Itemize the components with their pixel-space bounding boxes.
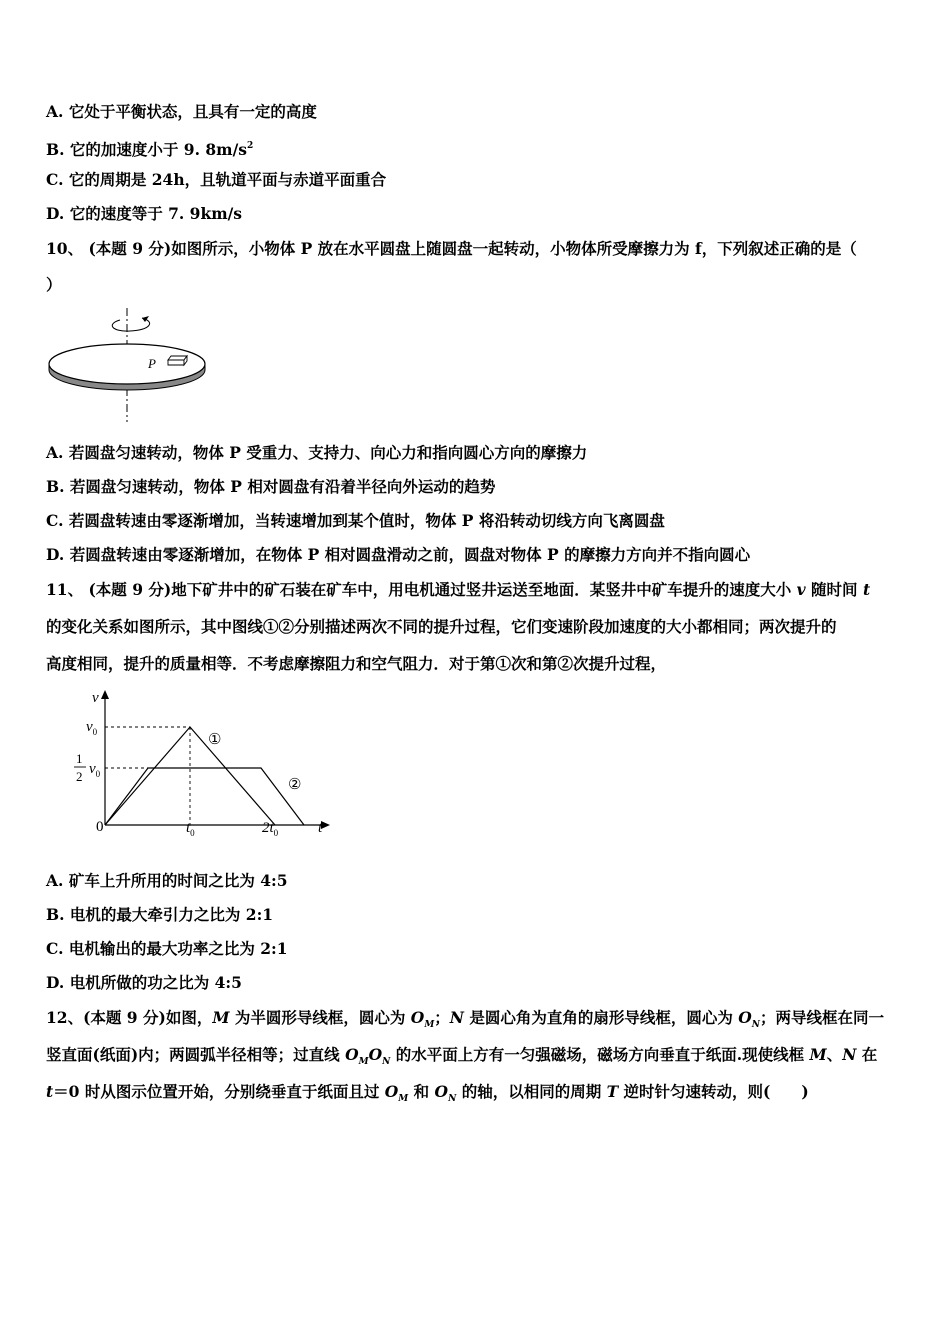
q10-stem-line1: 10、 (本题 9 分)如图所示，小物体 P 放在水平圆盘上随圆盘一起转动，小物体所受摩擦力为 f，下列叙述正确的是（ — [46, 239, 857, 258]
q10-option-b: B. 若圆盘匀速转动，物体 P 相对圆盘有沿着半径向外运动的趋势 — [46, 477, 496, 496]
q11-option-c: C. 电机输出的最大功率之比为 2:1 — [46, 939, 288, 958]
x-axis-arrow — [321, 821, 330, 829]
q10-option-a: A. 若圆盘匀速转动，物体 P 受重力、支持力、向心力和指向圆心方向的摩擦力 — [46, 443, 588, 462]
object-p-label: P — [148, 356, 156, 371]
object-p — [168, 356, 187, 365]
rotating-disk-figure — [46, 306, 210, 424]
q11-option-d: D. 电机所做的功之比为 4:5 — [46, 973, 242, 992]
q9-option-d: D. 它的速度等于 7. 9km/s — [46, 204, 242, 223]
origin-label: 0 — [96, 819, 104, 835]
svg-text:1: 1 — [76, 751, 83, 766]
q11-stem-line1: 11、 (本题 9 分)地下矿井中的矿石装在矿车中，用电机通过竖井运送至地面．某竖井中矿车提升的速度大小 v 随时间 t — [46, 580, 871, 599]
y-axis-arrow — [101, 690, 109, 699]
y-axis-label: v — [92, 690, 99, 706]
q12-stem-line3: t＝0 时从图示位置开始，分别绕垂直于纸面且过 $O_M$ 和 $O_N$ 的轴，以相同的周期 T 逆时针匀速转动，则( ) — [46, 1082, 809, 1105]
v0-label: $v_0$ — [86, 719, 98, 737]
curve-2-label: ② — [288, 777, 302, 793]
curve-1-label: ① — [208, 732, 222, 748]
q9-option-a: A. 它处于平衡状态，且具有一定的高度 — [46, 102, 317, 121]
q10-option-c: C. 若圆盘转速由零逐渐增加，当转速增加到某个值时，物体 P 将沿转动切线方向飞离圆盘 — [46, 511, 665, 530]
svg-text:2: 2 — [76, 769, 83, 784]
q10-option-d: D. 若圆盘转速由零逐渐增加，在物体 P 相对圆盘滑动之前，圆盘对物体 P 的摩擦力方向并不指向圆心 — [46, 545, 751, 564]
q9-option-c: C. 它的周期是 24h，且轨道平面与赤道平面重合 — [46, 170, 387, 189]
t0-label: $t_0$ — [186, 820, 195, 838]
q11-stem-line3: 高度相同，提升的质量相等．不考虑摩擦阻力和空气阻力．对于第①次和第②次提升过程， — [46, 654, 667, 673]
velocity-time-graph — [46, 686, 336, 846]
q12-stem-line2: 竖直面(纸面)内；两圆弧半径相等；过直线 $O_MO_N$ 的水平面上方有一匀强磁场，磁场方向垂直于纸面.现使线框 M、N 在 — [46, 1045, 878, 1068]
q11-stem-line2: 的变化关系如图所示，其中图线①②分别描述两次不同的提升过程，它们变速阶段加速度的大小都相同；两次提升的 — [46, 617, 837, 636]
x-axis-label: t — [318, 820, 323, 836]
2t0-label: $2t_0$ — [262, 820, 279, 838]
curve-2 — [105, 768, 304, 825]
q11-option-b: B. 电机的最大牵引力之比为 2:1 — [46, 905, 274, 924]
half-v0-label — [74, 751, 101, 784]
q11-option-a: A. 矿车上升所用的时间之比为 4:5 — [46, 871, 288, 890]
q10-stem-line2: ） — [46, 275, 62, 294]
q9-option-b: B. 它的加速度小于 9. $8m/s^2$ — [46, 140, 254, 159]
q12-stem-line1: 12、(本题 9 分)如图，M 为半圆形导线框，圆心为 $O_M$；N 是圆心角为直角的扇形导线框，圆心为 $O_N$；两导线框在同一 — [46, 1008, 885, 1031]
svg-text:v0: $v_0$ — [89, 761, 101, 779]
